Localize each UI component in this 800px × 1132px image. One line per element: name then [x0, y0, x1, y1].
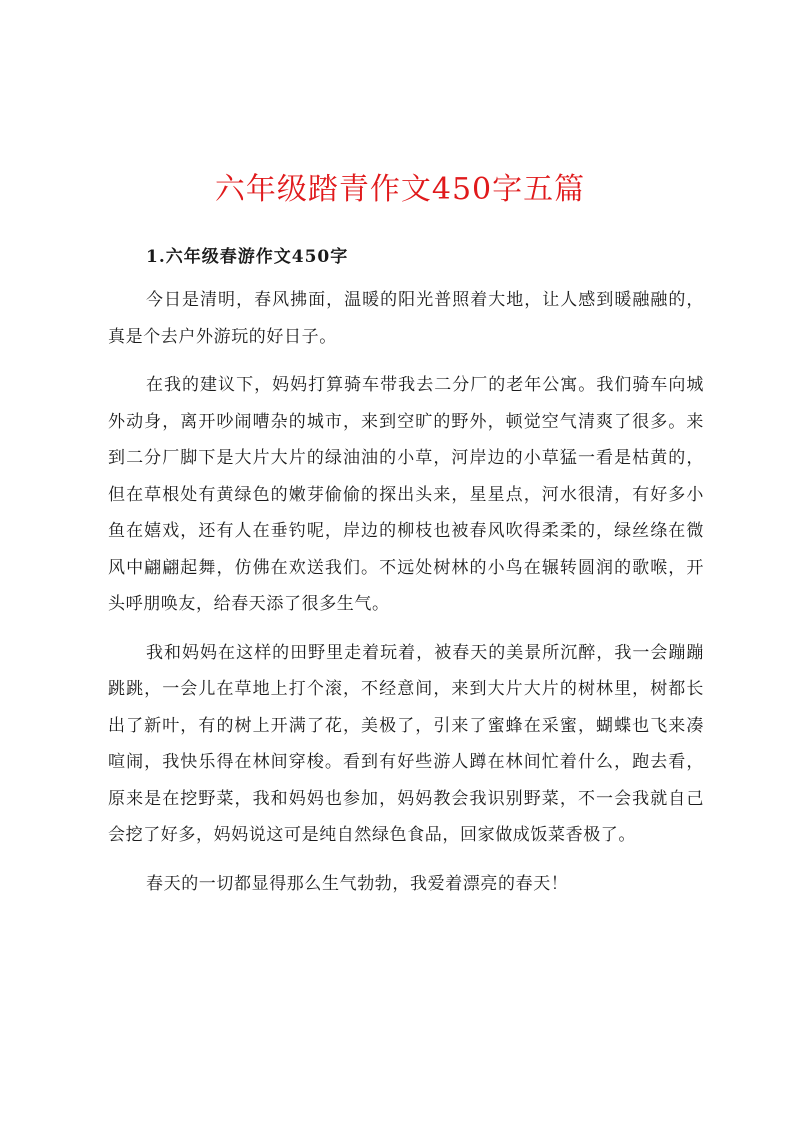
section-body	[108, 282, 704, 914]
document-title: 六年级踏青作文450字五篇	[214, 172, 586, 207]
paragraph: 在我的建议下，妈妈打算骑车带我去二分厂的老年公寓。我们骑车向城外动身，离开吵闹嘈杂的城市，来到空旷的野外，顿觉空气清爽了很多。来到二分厂脚下是大片大片的绿油油的小草，河岸边的小草猛一看是枯黄的，但在草根处有黄绿色的嫩芽偷偷的探出头来，星星点，河水很清，有好多小鱼在嬉戏，还有人在垂钓呢，岸边的柳枝也被春风吹得柔柔的，绿丝绦在微风中翩翩起舞，仿佛在欢送我们。不远处树林的小鸟在辗转圆润的歌喉，开头呼朋唤友，给春天添了很多生气。	[108, 375, 704, 614]
section-heading: 1.六年级春游作文450字	[146, 247, 349, 267]
paragraph: 我和妈妈在这样的田野里走着玩着，被春天的美景所沉醉，我一会蹦蹦跳跳，一会儿在草地上打个滚，不经意间，来到大片大片的树林里，树都长出了新叶，有的树上开满了花，美极了，引来了蜜蜂在采蜜，蝴蝶也飞来凑喧闹，我快乐得在林间穿梭。看到有好些游人蹲在林间忙着什么，跑去看，原来是在挖野菜，我和妈妈也参加，妈妈教会我识别野菜，不一会我就自己会挖了好多，妈妈说这可是纯自然绿色食品，回家做成饭菜香极了。	[108, 642, 704, 845]
paragraph: 今日是清明，春风拂面，温暖的阳光普照着大地，让人感到暖融融的，真是个去户外游玩的好日子。	[108, 290, 704, 347]
paragraph: 春天的一切都显得那么生气勃勃，我爱着漂亮的春天！	[146, 873, 569, 894]
